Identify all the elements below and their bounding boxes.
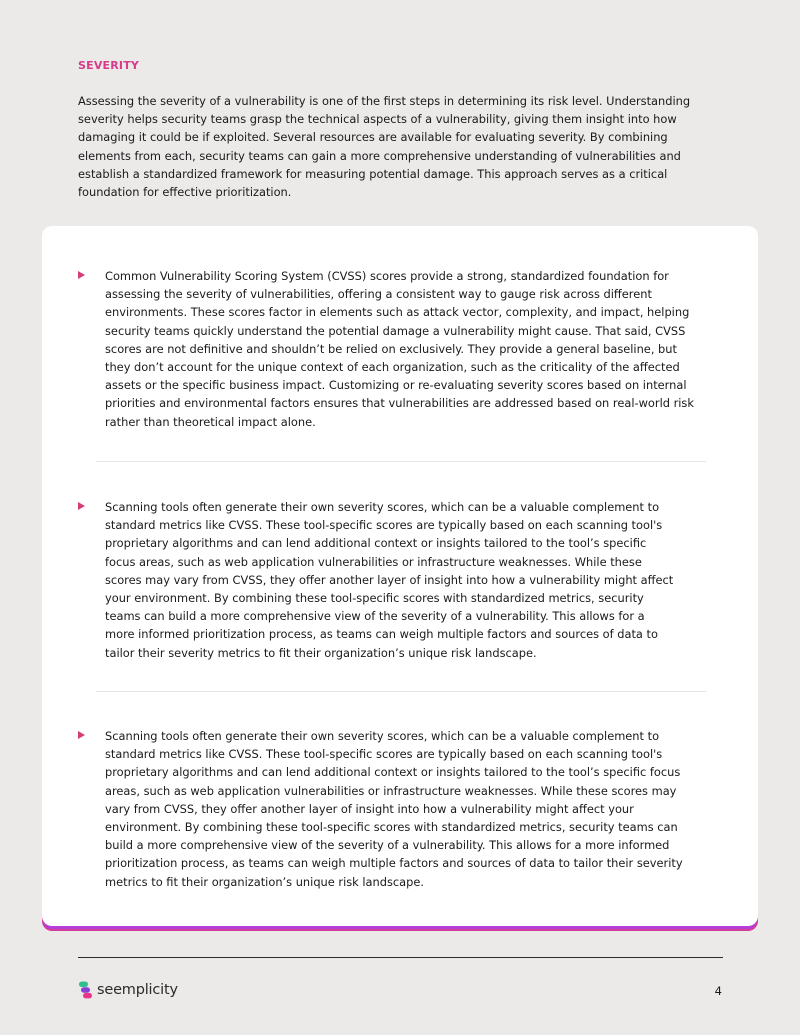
list-item-text: Scanning tools often generate their own severity scores, which can be a valuable complement to standard metrics like CVSS. These tool-specific scores are typically based on each scanning tool's proprietary algorithms and can lend additional context or insights tailored to the tool’s specific focus areas, such as web application vulnerabilities or infrastructure weaknesses. While these scores may vary from CVSS, they offer another layer of insight into how a vulnerability might affect your environment. By combining these tool-specific scores with standardized metrics, security teams can build a more comprehensive view of the severity of a vulnerability. This allows for a more informed prioritization process, as teams can weigh multiple factors and sources of data to tailor their severity metrics to fit their organization’s unique risk landscape. [105,500,674,660]
list-item [78,267,708,431]
list-item [78,498,708,662]
seemplicity-logo-icon [78,981,93,999]
list-item [78,727,708,891]
logo-text: seemplicity [97,982,178,998]
page-number: 4 [714,984,722,998]
list-item-text: Common Vulnerability Scoring System (CVSS) scores provide a strong, standardized foundation for assessing the severity of vulnerabilities, offering a consistent way to gauge risk across different environments. These scores factor in elements such as attack vector, complexity, and impact, helping security teams quickly understand the potential damage a vulnerability might cause. That said, CVSS scores are not definitive and shouldn’t be relied on exclusively. They provide a general baseline, but they don’t account for the unique context of each organization, such as the criticality of the affected assets or the specific business impact. Customizing or re-evaluating severity scores based on internal priorities and environmental factors ensures that vulnerabilities are addressed based on real-world risk rather than theoretical impact alone. [105,269,694,429]
footer-logo [78,980,178,1000]
triangle-bullet-icon [78,731,85,739]
footer-divider [78,957,723,958]
triangle-bullet-icon [78,271,85,279]
content-card [42,226,758,926]
intro-paragraph: Assessing the severity of a vulnerability is one of the first steps in determining its risk level. Understanding severity helps security teams grasp the technical aspects of a vulnerability, giving them insight into how damaging it could be if exploited. Several resources are available for evaluating severity. By combining elements from each, security teams can gain a more comprehensive understanding of vulnerabilities and establish a standardized framework for measuring potential damage. This approach serves as a critical foundation for effective prioritization. [78,94,691,200]
divider [96,691,706,692]
triangle-bullet-icon [78,502,85,510]
list-item-text: Scanning tools often generate their own severity scores, which can be a valuable complement to standard metrics like CVSS. These tool-specific scores are typically based on each scanning tool's proprietary algorithms and can lend additional context or insights tailored to the tool’s specific focus areas, such as web application vulnerabilities or infrastructure weaknesses. While these scores may vary from CVSS, they offer another layer of insight into how a vulnerability might affect your environment. By combining these tool-specific scores with standardized metrics, security teams can build a more comprehensive view of the severity of a vulnerability. This allows for a more informed prioritization process, as teams can weigh multiple factors and sources of data to tailor their severity metrics to fit their organization’s unique risk landscape. [105,729,683,889]
divider [96,461,706,462]
section-label: SEVERITY [78,59,140,72]
